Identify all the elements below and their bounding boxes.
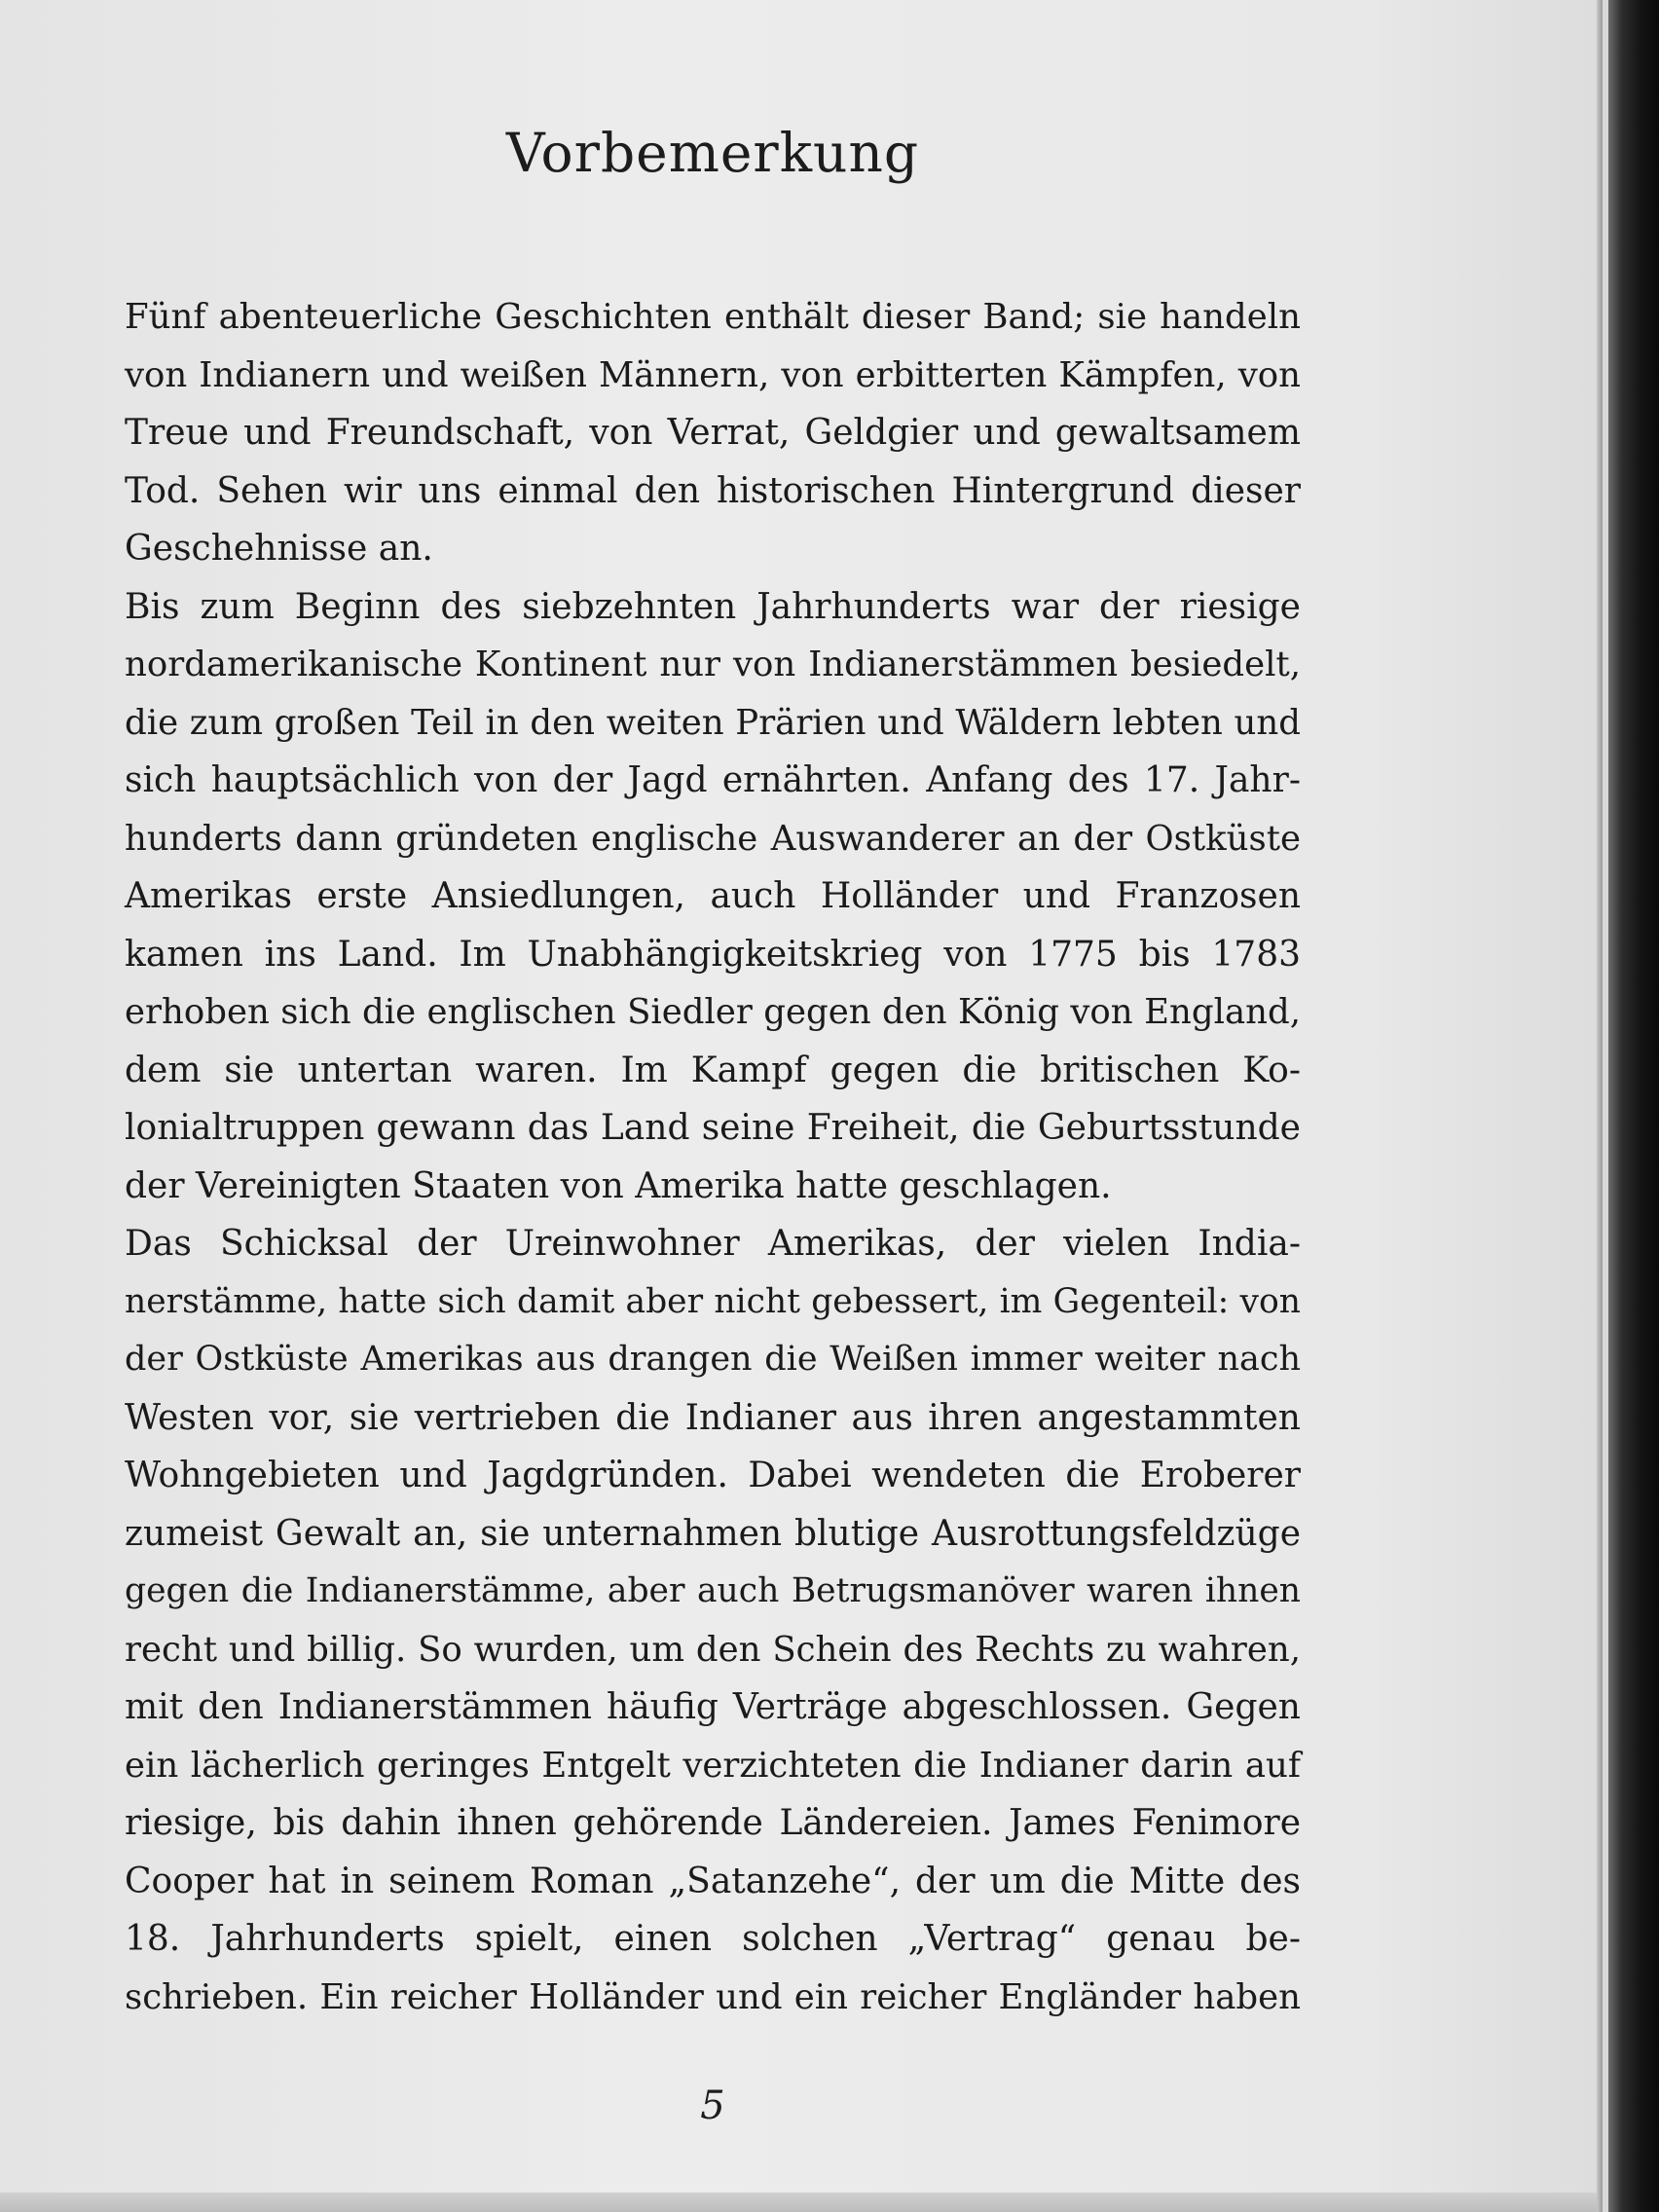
text-line: Amerikas erste Ansiedlungen, auch Holländer und Franzosen xyxy=(125,876,1301,916)
text-line: nerstämme, hatte sich damit aber nicht gebessert, im Gegenteil: von xyxy=(125,1281,1301,1321)
text-line: Fünf abenteuerliche Geschichten enthält dieser Band; sie handeln xyxy=(125,297,1301,337)
text-line: mit den Indianerstämmen häufig Verträge abgeschlossen. Gegen xyxy=(125,1687,1301,1727)
text-line: zumeist Gewalt an, sie unternahmen blutige Ausrottungsfeldzüge xyxy=(125,1513,1301,1554)
text-line: die zum großen Teil in den weiten Prärien und Wäldern lebten und xyxy=(125,702,1301,743)
page-bottom-edge xyxy=(0,2193,1597,2212)
text-line: Wohngebieten und Jagdgründen. Dabei wendeten die Eroberer xyxy=(125,1456,1301,1495)
text-line: lonialtruppen gewann das Land seine Freiheit, die Geburtsstunde xyxy=(125,1108,1301,1148)
text-line: der Vereinigten Staaten von Amerika hatte geschlagen. xyxy=(125,1165,1112,1206)
text-line: riesige, bis dahin ihnen gehörende Ländereien. James Fenimore xyxy=(125,1803,1301,1843)
text-line: gegen die Indianerstämme, aber auch Betrugsmanöver waren ihnen xyxy=(125,1571,1301,1610)
text-line: Geschehnisse an. xyxy=(125,529,433,569)
text-line: nordamerikanische Kontinent nur von Indianerstämmen besiedelt, xyxy=(125,645,1301,684)
text-line: schrieben. Ein reicher Holländer und ein reicher Engländer haben xyxy=(125,1976,1301,2017)
book-binding-highlight xyxy=(1603,0,1608,2212)
text-line: Tod. Sehen wir uns einmal den historischen Hintergrund dieser xyxy=(125,470,1301,511)
text-line: Das Schicksal der Ureinwohner Amerikas, der vielen India- xyxy=(125,1224,1301,1264)
text-line: der Ostküste Amerikas aus drangen die Weißen immer weiter nach xyxy=(125,1340,1301,1379)
text-line: kamen ins Land. Im Unabhängigkeitskrieg von 1775 bis 1783 xyxy=(125,934,1301,975)
text-line: sich hauptsächlich von der Jagd ernährten. Anfang des 17. Jahr- xyxy=(125,760,1301,800)
text-line: hunderts dann gründeten englische Auswanderer an der Ostküste xyxy=(125,818,1301,859)
text-line: Westen vor, sie vertrieben die Indianer aus ihren angestammten xyxy=(125,1397,1301,1438)
page-title: Vorbemerkung xyxy=(505,122,920,184)
body-text xyxy=(125,288,1301,2026)
page-number: 5 xyxy=(700,2083,725,2128)
text-line: von Indianern und weißen Männern, von erbitterten Kämpfen, von xyxy=(125,354,1301,395)
text-line: Treue und Freundschaft, von Verrat, Geldgier und gewaltsamem xyxy=(125,413,1301,453)
text-line: erhoben sich die englischen Siedler gegen den König von England, xyxy=(125,992,1301,1032)
text-line: 18. Jahrhunderts spielt, einen solchen „Vertrag“ genau be- xyxy=(125,1919,1301,1959)
text-line: Cooper hat in seinem Roman „Satanzehe“, der um die Mitte des xyxy=(125,1861,1301,1901)
text-line: recht und billig. So wurden, um den Schein des Rechts zu wahren, xyxy=(125,1629,1301,1670)
text-line: dem sie untertan waren. Im Kampf gegen die britischen Ko- xyxy=(125,1050,1301,1090)
text-line: Bis zum Beginn des siebzehnten Jahrhunderts war der riesige xyxy=(125,586,1301,627)
text-line: ein lächerlich geringes Entgelt verzichteten die Indianer darin auf xyxy=(125,1745,1301,1786)
